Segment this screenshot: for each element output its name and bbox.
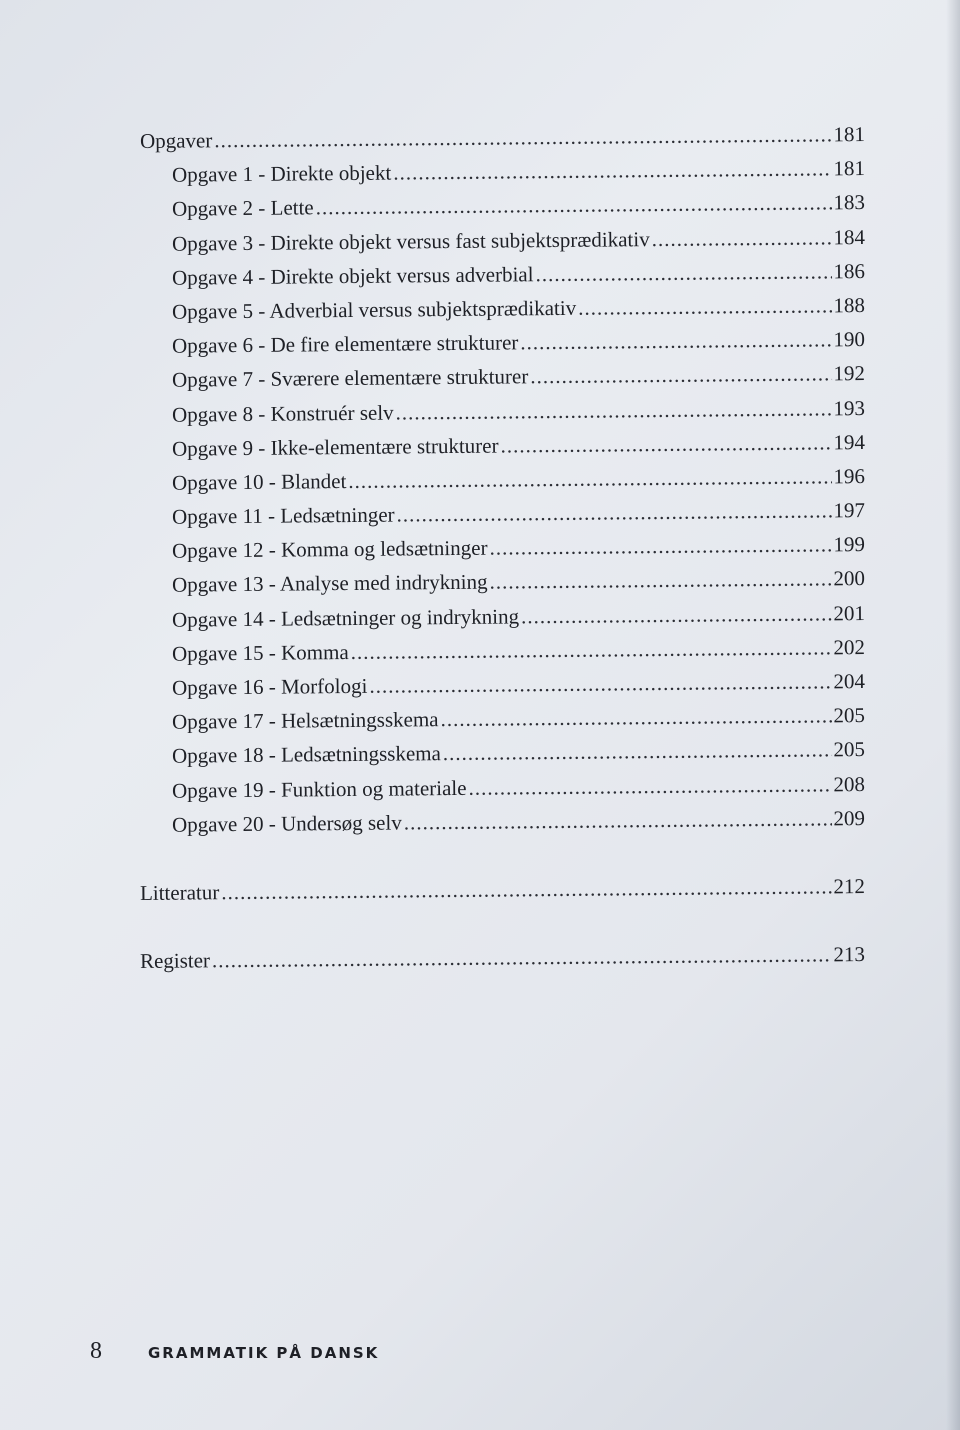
dot-leader: [393, 152, 832, 190]
toc-entry-page: 212: [833, 873, 866, 899]
dot-leader: [316, 186, 832, 225]
dot-leader: [521, 596, 832, 633]
toc-entry-label: Opgave 14 - Ledsætninger og indrykning: [171, 603, 520, 632]
toc-entry-page: 193: [833, 395, 866, 420]
toc-entry-page: 209: [833, 805, 866, 831]
toc-entry-page: 213: [833, 942, 866, 967]
dot-leader: [396, 493, 831, 531]
exercise-list: [140, 158, 865, 842]
toc-entry-label: Opgave 7 - Sværere elementære strukturer: [171, 364, 529, 393]
page-number: 8: [90, 1338, 102, 1364]
toc-entry-label: Opgave 5 - Adverbial versus subjektsprædikativ: [171, 295, 577, 324]
toc-entry-label: Opgave 16 - Morfologi: [171, 673, 368, 700]
toc-entry-label: Opgave 12 - Komma og ledsætninger: [171, 535, 488, 563]
toc-entry-label: Opgave 19 - Funktion og materiale: [171, 775, 467, 803]
toc-entry-page: 197: [833, 498, 866, 523]
dot-leader: [351, 630, 832, 669]
toc-entry-label: Opgave 13 - Analyse med indrykning: [171, 570, 488, 598]
toc-entry-page: 200: [833, 566, 866, 591]
dot-leader: [520, 322, 831, 359]
dot-leader: [221, 869, 832, 909]
dot-leader: [212, 937, 832, 977]
toc-entry-page: 196: [833, 463, 866, 489]
dot-leader: [530, 357, 832, 394]
dot-leader: [651, 220, 831, 256]
toc-entry-page: 208: [833, 771, 866, 796]
toc-entry-label: Opgave 1 - Direkte objekt: [171, 160, 392, 187]
dot-leader: [348, 459, 831, 498]
toc-entry-label: Opgave 11 - Ledsætninger: [171, 502, 395, 529]
toc-entry-page: 205: [833, 737, 866, 762]
toc-entry-label: Opgave 8 - Konstruér selv: [171, 400, 394, 427]
dot-leader: [535, 254, 831, 291]
toc-entry-page: 192: [833, 361, 866, 386]
toc-entry-label: Opgave 10 - Blandet: [171, 468, 347, 495]
dot-leader: [395, 391, 831, 429]
toc-entry-label: Opgave 18 - Ledsætningsskema: [171, 741, 441, 769]
toc-entry-page: 199: [833, 532, 866, 557]
toc-entry-label: Opgave 6 - De fire elementære strukturer: [171, 330, 519, 358]
toc-entry-label: Opgave 9 - Ikke-elementære strukturer: [171, 433, 499, 461]
dot-leader: [369, 664, 831, 702]
toc-entry-page: 183: [833, 190, 866, 215]
dot-leader: [500, 425, 831, 462]
toc-entry-page: 181: [833, 156, 866, 181]
running-title: GRAMMATIK PÅ DANSK: [148, 1344, 380, 1362]
dot-leader: [468, 767, 831, 804]
toc-entry-page: 205: [833, 703, 866, 728]
page-edge-shadow: [946, 0, 960, 1430]
toc-entry-register: [140, 937, 865, 978]
page-footer: [90, 1338, 379, 1365]
toc-entry-page: 204: [833, 669, 866, 694]
toc-entry-page: 194: [833, 429, 866, 455]
toc-entry-litteratur: [140, 869, 865, 910]
toc-entry-label: Opgave 4 - Direkte objekt versus adverbial: [171, 261, 534, 290]
toc-entry-exercise: [140, 801, 865, 842]
dot-leader: [489, 528, 831, 565]
toc-entry-label: Opgave 15 - Komma: [171, 639, 349, 666]
dot-leader: [578, 288, 832, 324]
toc-entry-label: Opgave 3 - Direkte objekt versus fast subjektsprædikativ: [171, 226, 650, 256]
dot-leader: [404, 801, 832, 839]
toc-entry-page: 202: [833, 634, 866, 660]
toc-entry-label: Opgave 20 - Undersøg selv: [171, 810, 402, 837]
table-of-contents: [140, 124, 865, 978]
dot-leader: [489, 562, 831, 599]
toc-entry-page: 184: [833, 224, 866, 249]
toc-entry-page: 181: [833, 122, 866, 147]
dot-leader: [443, 733, 832, 771]
dot-leader: [440, 699, 831, 737]
toc-entry-label: Opgave 17 - Helsætningsskema: [171, 707, 439, 734]
toc-entry-page: 201: [833, 600, 866, 625]
toc-entry-page: 188: [833, 292, 866, 318]
toc-entry-label: Opgave 2 - Lette: [171, 195, 314, 222]
toc-entry-page: 186: [833, 258, 866, 284]
toc-entry-label: Register: [139, 948, 211, 974]
toc-entry-label: Opgaver: [139, 128, 213, 153]
toc-entry-label: Litteratur: [139, 880, 220, 905]
toc-entry-page: 190: [833, 327, 866, 352]
